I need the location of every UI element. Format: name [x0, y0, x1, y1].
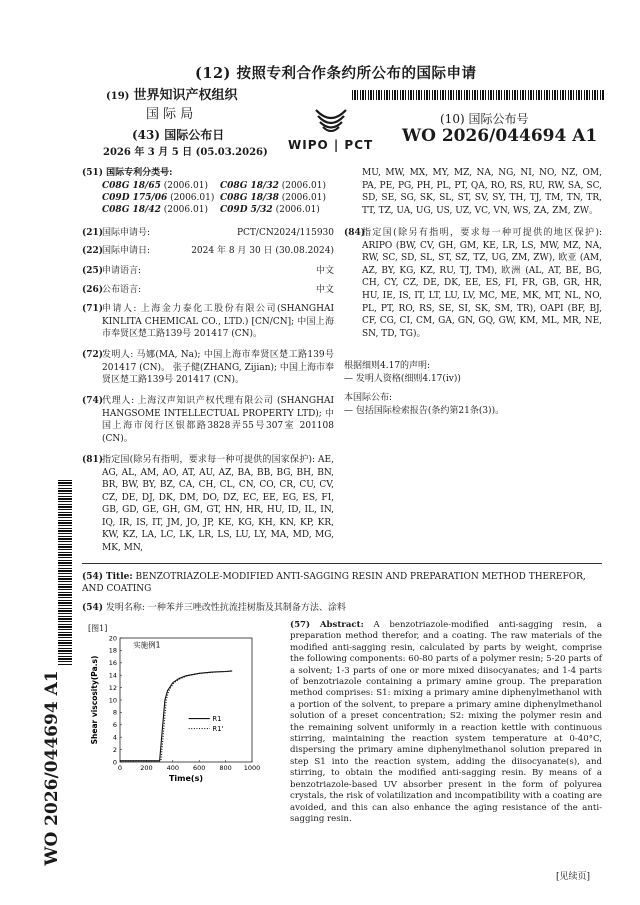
- document-title: (12) 按照专利合作条约所公布的国际申请: [195, 65, 477, 82]
- org-name: 世界知识产权组织: [133, 88, 238, 103]
- x-tick-label: 200: [140, 764, 153, 772]
- publication-date: 2026 年 3 月 5 日 (05.03.2026): [103, 147, 268, 158]
- side-publication-number: WO 2026/044694 A1: [42, 670, 62, 866]
- filing-language: 中文: [315, 266, 334, 276]
- filing-language-row: (25)申请语言: 中文: [82, 266, 334, 276]
- ipc-item: C08G 18/42 (2006.01): [102, 204, 208, 215]
- x-tick-label: 400: [166, 764, 180, 772]
- example-label: 实施例1: [133, 640, 161, 650]
- applicant-row: (71) 申请人: 上海金力泰化工股份有限公司(SHANGHAI KINLITA CHEMICAL CO., LTD.) [CN/CN]; 中国上海市奉贤区楚工路139号 201417 (CN)。: [82, 304, 334, 339]
- inventors: 发明人: 马娜(MA, Na); 中国上海市奉贤区楚工路139号 201417 (CN)。 张子健(ZHANG, Zijian); 中国上海市奉贤区楚工路139号 201417 (CN)。: [102, 350, 334, 385]
- agent-row: (74) 代理人: 上海汉声知识产权代理有限公司 (SHANGHAI HANGSOME INTELLECTUAL PROPERTY LTD); 中国上海市闵行区银都路3828弄55号307室 201108 (CN)。: [82, 396, 334, 444]
- publication-date-label: (43) 国际公布日: [132, 128, 225, 142]
- application-number-row: (21)国际申请号: PCT/CN2024/115930: [82, 228, 334, 238]
- filing-date-row: (22)国际申请日: 2024 年 8 月 30 日 (30.08.2024): [82, 246, 334, 256]
- title-chinese: (54) 发明名称: 一种苯并三唑改性抗流挂树脂及其制备方法、涂料: [82, 603, 346, 613]
- filing-date: 2024 年 8 月 30 日 (30.08.2024): [191, 246, 334, 256]
- ipc-item: C09D 5/32 (2006.01): [220, 204, 320, 215]
- ipc-item: C09D 175/06 (2006.01): [102, 192, 215, 203]
- y-tick-label: 14: [108, 671, 117, 680]
- y-tick-label: 6: [112, 721, 117, 730]
- y-axis-label: Shear viscosity(Pa.s): [90, 655, 99, 745]
- publication-language-row: (26)公布语言: 中文: [82, 285, 334, 295]
- publication-info: [344, 392, 602, 417]
- agent: 代理人: 上海汉声知识产权代理有限公司 (SHANGHAI HANGSOME INTELLECTUAL PROPERTY LTD); 中国上海市闵行区银都路3828弄55号307室 201108 (CN)。: [102, 396, 334, 444]
- x-tick-label: 800: [219, 764, 232, 772]
- plot-frame: [120, 638, 252, 762]
- legend-label: R1: [212, 714, 222, 723]
- y-tick-label: 4: [112, 733, 117, 742]
- inventors-row: (72) 发明人: 马娜(MA, Na); 中国上海市奉贤区楚工路139号 201417 (CN)。 张子健(ZHANG, Zijian); 中国上海市奉贤区楚工路139号 201417 (CN)。: [82, 350, 334, 385]
- wipo-pct-text: WIPO | PCT: [288, 138, 374, 152]
- ipc-label: (51) 国际专利分类号:: [82, 168, 173, 178]
- y-tick-label: 10: [108, 696, 117, 705]
- designated-states-continued: MU, MW, MX, MY, MZ, NA, NG, NI, NO, NZ, OM, PA, PE, PG, PH, PL, PT, QA, RO, RS, RU, RW, SA, SC, SD, SE, SG, SK, SL, ST, SV, SY, TH, TJ, TM, TN, TR, TT, TZ, UA, UG, US, UZ, VC, VN, WS, ZA, ZM, ZW。: [362, 168, 602, 216]
- application-number: PCT/CN2024/115930: [236, 228, 334, 238]
- declarations: [344, 360, 602, 385]
- publication-number-label: (10) 国际公布号: [440, 112, 529, 126]
- designated-states: 指定国(除另有指明，要求每一种可提供的国家保护): AE, AG, AL, AM, AO, AT, AU, AZ, BA, BB, BG, BH, BN, BR, BW, BY, BZ, CA, CH, CL, CN, CO, CR, CU, CV, CZ, DE, DJ, DK, DM, DO, DZ, EC, EE, EG, ES, FI, GB, GD, GE, GH, GM, GT, HN, HR, HU, ID, IL, IN, IQ, IR, IS, IT, JM, JO, JP, KE, KG, KH, KN, KP, KR, KW, KZ, LA, LC, LK, LR, LS, LU, LY, MA, MD, MG, MK, MN,: [102, 455, 334, 553]
- legend-label: R1': [212, 724, 224, 733]
- x-tick-label: 0: [117, 764, 123, 772]
- divider: [82, 563, 602, 564]
- ipc-item: C08G 18/32 (2006.01): [220, 180, 326, 191]
- declarations-item: — 发明人资格(细则4.17(iv)): [344, 373, 461, 384]
- y-tick-label: 12: [108, 683, 117, 692]
- regional-states-row: (84) 指定国(除另有指明，要求每一种可提供的地区保护): ARIPO (BW, CV, GH, GM, KE, LR, LS, MW, MZ, NA, RW, SC, SD, SL, ST, SZ, TZ, UG, ZM, ZW), 欧亚 (AM, AZ, BY, KG, KZ, RU, TJ, TM), 欧洲 (AL, AT, BE, BG, CH, CY, CZ, DE, DK, EE, ES, FI, FR, GB, GR, HR, HU, IE, IS, IT, LT, LU, LV, MC, ME, MK, MT, NL, NO, PL, PT, RO, RS, SE, SI, SK, SM, TR), OAPI (BF, BJ, CF, CG, CI, CM, GA, GN, GQ, GW, KM, ML, MR, NE, SN, TD, TG)。: [344, 228, 602, 339]
- regional-states: 指定国(除另有指明，要求每一种可提供的地区保护): ARIPO (BW, CV, GH, GM, KE, LR, LS, MW, MZ, NA, RW, SC, SD, SL, ST, SZ, TZ, UG, ZM, ZW), 欧亚 (AM, AZ, BY, KG, KZ, RU, TJ, TM), 欧洲 (AL, AT, BE, BG, CH, CY, CZ, DE, DK, EE, ES, FI, FR, GB, GR, HR, HU, IE, IS, IT, LT, LU, LV, MC, ME, MK, MT, NL, NO, PL, PT, RO, RS, SE, SI, SK, SM, TR), OAPI (BF, BJ, CF, CG, CI, CM, GA, GN, GQ, GW, KM, ML, MR, NE, SN, TD, TG)。: [362, 228, 602, 339]
- barcode-side: [58, 480, 72, 666]
- y-tick-label: 20: [108, 634, 117, 643]
- publication-language: 中文: [315, 285, 334, 295]
- ipc-section: [82, 167, 334, 228]
- ipc-item: C08G 18/65 (2006.01): [102, 180, 208, 191]
- designated-states-row: (81) 指定国(除另有指明，要求每一种可提供的国家保护): AE, AG, AL, AM, AO, AT, AU, AZ, BA, BB, BG, BH, BN, BR, BW, BY, BZ, CA, CH, CL, CN, CO, CR, CU, CV, CZ, DE, DJ, DK, DM, DO, DZ, EC, EE, EG, ES, FI, GB, GD, GE, GH, GM, GT, HN, HR, HU, ID, IL, IN, IQ, IR, IS, IT, JM, JO, JP, KE, KG, KH, KN, KP, KR, KW, KZ, LA, LC, LK, LR, LS, LU, LY, MA, MD, MG, MK, MN,: [82, 455, 334, 553]
- org-block: [106, 84, 266, 122]
- viscosity-chart: [80, 632, 280, 787]
- title-english: (54) Title: BENZOTRIAZOLE-MODIFIED ANTI-SAGGING RESIN AND PREPARATION METHOD THEREFOR, AND COATING: [82, 572, 586, 594]
- abstract: (57) Abstract: A benzotriazole-modified anti-sagging resin, a preparation method therefor, and a coating. The raw materials of the modified anti-sagging resin, calculated by parts by weight, comprise the following components: 60-80 parts of a polymer resin; 5-20 parts of a solvent; 1-3 parts of one or more mixed diisocyanates; and 1-4 parts of benzotriazole containing a primary amine group. The preparation method comprises: S1: mixing a primary amine diphenylmethanol with a portion of the solvent, to prepare a primary amine diphenylmethanol solution of a preset concentration; S2: mixing the polymer resin and the remaining solvent uniformly in a reaction kettle with continuous stirring, maintaining the reaction system temperature at 0-40°C, dispersing the primary amine diphenylmethanol solution prepared in step S1 into the reaction system, adding the diisocyanate(s), and stirring, to obtain the modified anti-sagging resin. By means of a benzotriazole-based UV absorber present in the form of polyurea crystals, the risk of volatilization and incompatibility with a coating are avoided, and this can also enhance the aging resistance of the anti-sagging resin.: [290, 620, 602, 824]
- figure-tag: [图1]: [88, 624, 108, 633]
- barcode-top: [352, 90, 604, 100]
- continued-marker: [见续页]: [556, 872, 591, 882]
- declarations-label: 根据细则4.17的声明:: [344, 361, 431, 371]
- publication-info-item: — 包括国际检索报告(条约第21条(3))。: [344, 405, 505, 416]
- publication-number: WO 2026/044694 A1: [402, 126, 598, 146]
- abstract-text: A benzotriazole-modified anti-sagging resin, a preparation method therefor, and a coating. The raw materials of the modified anti-sagging resin, calculated by parts by weight, comprise the following components: 60-80 parts of a polymer resin; 5-20 parts of a solvent; 1-3 parts of one or more mixed diisocyanates; and 1-4 parts of benzotriazole containing a primary amine group. The preparation method comprises: S1: mixing a primary amine diphenylmethanol with a portion of the solvent, to prepare a primary amine diphenylmethanol solution of a preset concentration; S2: mixing the polymer resin and the remaining solvent uniformly in a reaction kettle with continuous stirring, maintaining the reaction system temperature at 0-40°C, dispersing the primary amine diphenylmethanol solution prepared in step S1 into the reaction system, adding the diisocyanate(s), and stirring, to obtain the modified anti-sagging resin. By means of a benzotriazole-based UV absorber present in the form of polyurea crystals, the risk of volatilization and incompatibility with a coating are avoided, and this can also enhance the aging resistance of the anti-sagging resin.: [290, 620, 602, 824]
- applicant: 申请人: 上海金力泰化工股份有限公司(SHANGHAI KINLITA CHEMICAL CO., LTD.) [CN/CN]; 中国上海市奉贤区楚工路139号 201417 (CN)。: [102, 304, 334, 339]
- wipo-logo: [286, 104, 376, 154]
- y-tick-label: 16: [108, 659, 117, 668]
- org-number: (19): [106, 91, 130, 102]
- ipc-item: C08G 18/38 (2006.01): [220, 192, 326, 203]
- bureau-name: 国 际 局: [146, 107, 194, 122]
- y-tick-label: 18: [108, 646, 117, 655]
- x-tick-label: 600: [192, 764, 206, 772]
- y-tick-label: 2: [112, 745, 117, 754]
- y-tick-label: 8: [112, 708, 117, 717]
- x-axis-label: Time(s): [168, 774, 204, 783]
- publication-info-label: 本国际公布:: [344, 393, 393, 403]
- y-tick-label: 0: [112, 758, 117, 767]
- x-tick-label: 1000: [243, 764, 261, 772]
